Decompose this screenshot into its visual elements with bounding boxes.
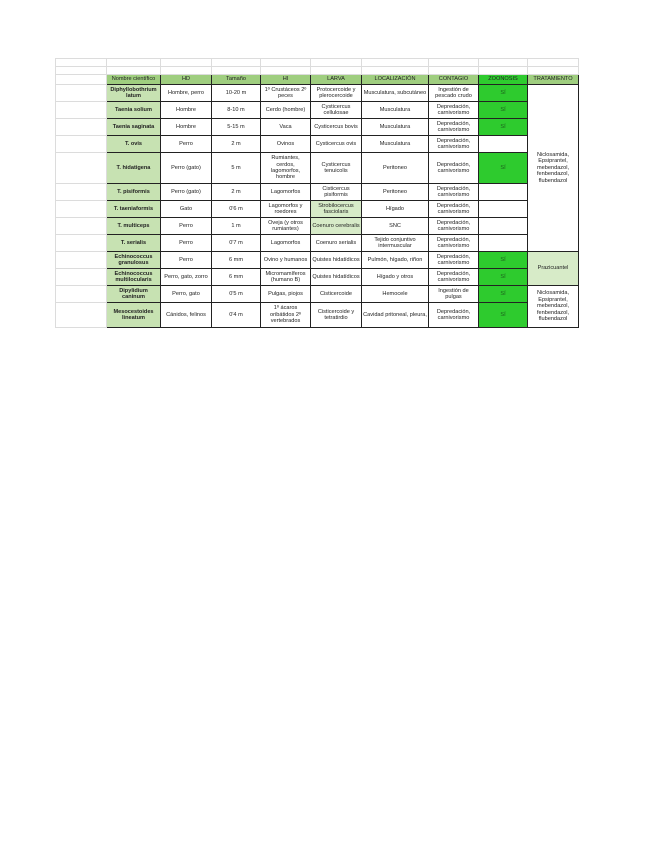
cell-name[interactable]: T. serialis bbox=[107, 235, 161, 252]
cell-hd[interactable]: Perro bbox=[161, 252, 212, 269]
cell-hi[interactable]: 1º ácaros oribátidos 2º vertebrados bbox=[261, 303, 311, 328]
empty-cell[interactable] bbox=[56, 252, 107, 269]
cell-hd[interactable]: Perro (gato) bbox=[161, 153, 212, 184]
empty-cell[interactable] bbox=[528, 59, 579, 67]
cell-name[interactable]: T. multiceps bbox=[107, 218, 161, 235]
cell-tamano[interactable]: 0'7 m bbox=[212, 235, 261, 252]
cell-hd[interactable]: Perro bbox=[161, 218, 212, 235]
empty-cell[interactable] bbox=[56, 153, 107, 184]
cell-localizacion[interactable]: Peritoneo bbox=[362, 153, 429, 184]
cell-contagio[interactable]: Depredación, carnivorismo bbox=[429, 235, 479, 252]
cell-localizacion[interactable]: Musculatura bbox=[362, 136, 429, 153]
empty-cell[interactable] bbox=[261, 67, 311, 75]
table-row bbox=[56, 303, 579, 328]
cell-hd[interactable]: Perro bbox=[161, 136, 212, 153]
cell-contagio[interactable]: Depredación, carnivorismo bbox=[429, 153, 479, 184]
cell-localizacion[interactable]: Hígado y otros bbox=[362, 269, 429, 286]
cell-hi[interactable]: Ovino y humanos bbox=[261, 252, 311, 269]
table-row bbox=[56, 85, 579, 102]
cell-larva[interactable]: Quistes hidatídicos bbox=[311, 269, 362, 286]
cell-hd[interactable]: Perro (gato) bbox=[161, 184, 212, 201]
cell-larva[interactable]: Cisticercoide bbox=[311, 286, 362, 303]
cell-zoonosis[interactable]: SÍ bbox=[479, 286, 528, 303]
header-tratamiento[interactable]: TRATAMIENTO bbox=[528, 75, 579, 85]
cell-tamano[interactable]: 6 mm bbox=[212, 269, 261, 286]
cell-tamano[interactable]: 6 mm bbox=[212, 252, 261, 269]
cell-contagio[interactable]: Depredación, carnivorismo bbox=[429, 201, 479, 218]
cell-zoonosis[interactable]: SÍ bbox=[479, 303, 528, 328]
empty-cell[interactable] bbox=[56, 67, 107, 75]
cell-localizacion[interactable]: Musculatura, subcutáneo bbox=[362, 85, 429, 102]
cell-name[interactable]: Echinococcus multilocularis bbox=[107, 269, 161, 286]
empty-cell[interactable] bbox=[161, 59, 212, 67]
empty-cell[interactable] bbox=[362, 67, 429, 75]
cell-hi[interactable]: Lagomorfos bbox=[261, 184, 311, 201]
cell-larva[interactable]: Strobilocercus fasciolaris bbox=[311, 201, 362, 218]
empty-cell[interactable] bbox=[528, 67, 579, 75]
cell-name[interactable]: T. taeniaformis bbox=[107, 201, 161, 218]
cell-hi[interactable]: Lagomorfos bbox=[261, 235, 311, 252]
cell-contagio[interactable]: Depredación, carnivorismo bbox=[429, 136, 479, 153]
table-row bbox=[56, 119, 579, 136]
empty-cell[interactable] bbox=[479, 59, 528, 67]
cell-larva[interactable]: Coenuro cerebralis bbox=[311, 218, 362, 235]
empty-cell[interactable] bbox=[429, 67, 479, 75]
cell-tamano[interactable]: 1 m bbox=[212, 218, 261, 235]
cell-contagio[interactable]: Depredación, carnivorismo bbox=[429, 184, 479, 201]
empty-cell[interactable] bbox=[107, 59, 161, 67]
empty-cell[interactable] bbox=[362, 59, 429, 67]
cell-tamano[interactable]: 0'5 m bbox=[212, 286, 261, 303]
cell-localizacion[interactable]: Tejido conjuntivo intermuscular bbox=[362, 235, 429, 252]
empty-cell[interactable] bbox=[161, 67, 212, 75]
cell-larva[interactable]: Cysticercus cellulosae bbox=[311, 102, 362, 119]
cell-zoonosis[interactable] bbox=[479, 201, 528, 218]
cell-tratamiento[interactable]: Niclosamida, Epsiprantel, mebendazol, fenbendazol, flubendazol bbox=[528, 85, 579, 252]
table-body bbox=[56, 85, 579, 328]
cell-zoonosis[interactable]: SÍ bbox=[479, 119, 528, 136]
spreadsheet-table bbox=[55, 58, 579, 328]
header-zoonosis[interactable]: ZOONOSIS bbox=[479, 75, 528, 85]
cell-hd[interactable]: Perro, gato, zorro bbox=[161, 269, 212, 286]
cell-contagio[interactable]: Depredación, carnivorismo bbox=[429, 102, 479, 119]
empty-cell[interactable] bbox=[56, 75, 107, 85]
table-row bbox=[56, 269, 579, 286]
cell-larva[interactable]: Cisticercus pisiformis bbox=[311, 184, 362, 201]
cell-tamano[interactable]: 0'4 m bbox=[212, 303, 261, 328]
cell-larva[interactable]: Cysticercus tenuicolis bbox=[311, 153, 362, 184]
header-localizacion[interactable]: LOCALIZACIÓN bbox=[362, 75, 429, 85]
cell-name[interactable]: Mesocestoides lineatum bbox=[107, 303, 161, 328]
cell-zoonosis[interactable] bbox=[479, 184, 528, 201]
table-row bbox=[56, 252, 579, 269]
table-row bbox=[56, 218, 579, 235]
empty-cell[interactable] bbox=[56, 235, 107, 252]
table-row bbox=[56, 184, 579, 201]
cell-localizacion[interactable]: Cavidad pritoneal, pleura, bbox=[362, 303, 429, 328]
cell-name[interactable]: Echinococcus granulosus bbox=[107, 252, 161, 269]
table-row bbox=[56, 153, 579, 184]
cell-zoonosis[interactable]: SÍ bbox=[479, 153, 528, 184]
empty-cell[interactable] bbox=[56, 184, 107, 201]
cell-localizacion[interactable]: Musculatura bbox=[362, 102, 429, 119]
cell-tamano[interactable]: 10-20 m bbox=[212, 85, 261, 102]
empty-cell[interactable] bbox=[56, 85, 107, 102]
empty-cell[interactable] bbox=[56, 59, 107, 67]
empty-cell[interactable] bbox=[56, 303, 107, 328]
cell-zoonosis[interactable] bbox=[479, 136, 528, 153]
empty-cell[interactable] bbox=[56, 102, 107, 119]
cell-contagio[interactable]: Ingestión de pescado crudo bbox=[429, 85, 479, 102]
cell-hi[interactable]: Oveja (y otros rumiantes) bbox=[261, 218, 311, 235]
cell-zoonosis[interactable] bbox=[479, 218, 528, 235]
table-row bbox=[56, 102, 579, 119]
cell-hd[interactable]: Perro bbox=[161, 235, 212, 252]
cell-hi[interactable]: 1º Crustáceos 2º peces bbox=[261, 85, 311, 102]
empty-cell[interactable] bbox=[311, 67, 362, 75]
cell-hd[interactable]: Hombre bbox=[161, 119, 212, 136]
cell-tamano[interactable]: 2 m bbox=[212, 136, 261, 153]
cell-contagio[interactable]: Ingestión de pulgas bbox=[429, 286, 479, 303]
cell-hd[interactable]: Cánidos, felinos bbox=[161, 303, 212, 328]
cell-contagio[interactable]: Depredación, carnivorismo bbox=[429, 252, 479, 269]
cell-tratamiento[interactable]: Niclosamida, Epsiprantel, mebendazol, fenbendazol, flubendazol bbox=[528, 286, 579, 328]
cell-name[interactable]: T. pisiformis bbox=[107, 184, 161, 201]
cell-hd[interactable]: Gato bbox=[161, 201, 212, 218]
cell-contagio[interactable]: Depredación, carnivorismo bbox=[429, 303, 479, 328]
cell-hi[interactable]: Vaca bbox=[261, 119, 311, 136]
empty-cell[interactable] bbox=[212, 59, 261, 67]
table-row bbox=[56, 136, 579, 153]
cell-zoonosis[interactable]: SÍ bbox=[479, 102, 528, 119]
cell-hi[interactable]: Cerdo (hombre) bbox=[261, 102, 311, 119]
empty-cell[interactable] bbox=[56, 218, 107, 235]
data-section bbox=[56, 75, 579, 85]
cell-zoonosis[interactable]: SÍ bbox=[479, 252, 528, 269]
header-hd[interactable]: HD bbox=[161, 75, 212, 85]
cell-larva[interactable]: Cisticercoide y tetratirdio bbox=[311, 303, 362, 328]
empty-cell[interactable] bbox=[311, 59, 362, 67]
cell-larva[interactable]: Protocercoide y plerocercoide bbox=[311, 85, 362, 102]
cell-localizacion[interactable]: Pulmón, hígado, riñon bbox=[362, 252, 429, 269]
cell-name[interactable]: T. hidatigena bbox=[107, 153, 161, 184]
cell-tamano[interactable]: 2 m bbox=[212, 184, 261, 201]
cell-name[interactable]: Taenia solium bbox=[107, 102, 161, 119]
cell-localizacion[interactable]: Peritoneo bbox=[362, 184, 429, 201]
cell-localizacion[interactable]: Hemocele bbox=[362, 286, 429, 303]
empty-cell[interactable] bbox=[56, 119, 107, 136]
cell-zoonosis[interactable]: SÍ bbox=[479, 269, 528, 286]
cell-larva[interactable]: Cysticercus bovis bbox=[311, 119, 362, 136]
empty-cell[interactable] bbox=[261, 59, 311, 67]
empty-cell[interactable] bbox=[56, 269, 107, 286]
cell-localizacion[interactable]: SNC bbox=[362, 218, 429, 235]
empty-cell[interactable] bbox=[212, 67, 261, 75]
table-row bbox=[56, 286, 579, 303]
cell-zoonosis[interactable] bbox=[479, 235, 528, 252]
empty-cell[interactable] bbox=[56, 136, 107, 153]
empty-cell[interactable] bbox=[56, 286, 107, 303]
cell-name[interactable]: Dipylidium caninum bbox=[107, 286, 161, 303]
table-row bbox=[56, 235, 579, 252]
cell-zoonosis[interactable]: SÍ bbox=[479, 85, 528, 102]
cell-tamano[interactable]: 8-10 m bbox=[212, 102, 261, 119]
header-tamano[interactable]: Tamaño bbox=[212, 75, 261, 85]
cell-contagio[interactable]: Depredación, carnivorismo bbox=[429, 119, 479, 136]
cell-tamano[interactable]: 5 m bbox=[212, 153, 261, 184]
cell-hi[interactable]: Micromamíferos (humano B) bbox=[261, 269, 311, 286]
cell-hi[interactable]: Ovinos bbox=[261, 136, 311, 153]
cell-hi[interactable]: Rumiantes, cerdos, lagomorfos, hombre bbox=[261, 153, 311, 184]
empty-cell[interactable] bbox=[479, 67, 528, 75]
empty-cell[interactable] bbox=[429, 59, 479, 67]
cell-localizacion[interactable]: Musculatura bbox=[362, 119, 429, 136]
header-row bbox=[56, 75, 579, 85]
cell-name[interactable]: Diphyllobothrium latum bbox=[107, 85, 161, 102]
empty-cell[interactable] bbox=[56, 201, 107, 218]
empty-cell[interactable] bbox=[107, 67, 161, 75]
cell-larva[interactable]: Coenuro serialis bbox=[311, 235, 362, 252]
cell-localizacion[interactable]: Hígado bbox=[362, 201, 429, 218]
cell-tratamiento[interactable]: Prazicuantel bbox=[528, 252, 579, 286]
cell-larva[interactable]: Quistes hidatídicos bbox=[311, 252, 362, 269]
cell-hi[interactable]: Pulgas, piojos bbox=[261, 286, 311, 303]
header-contagio[interactable]: CONTAGIO bbox=[429, 75, 479, 85]
table-row bbox=[56, 201, 579, 218]
header-larva[interactable]: LARVA bbox=[311, 75, 362, 85]
cell-name[interactable]: Taenia saginata bbox=[107, 119, 161, 136]
cell-tamano[interactable]: 5-15 m bbox=[212, 119, 261, 136]
cell-name[interactable]: T. ovis bbox=[107, 136, 161, 153]
cell-hd[interactable]: Hombre bbox=[161, 102, 212, 119]
header-hi[interactable]: HI bbox=[261, 75, 311, 85]
header-nombre[interactable]: Nombre científico bbox=[107, 75, 161, 85]
empty-row bbox=[56, 59, 579, 67]
cell-contagio[interactable]: Depredación, carnivorismo bbox=[429, 269, 479, 286]
cell-hd[interactable]: Perro, gato bbox=[161, 286, 212, 303]
cell-tamano[interactable]: 0'6 m bbox=[212, 201, 261, 218]
cell-contagio[interactable]: Depredación, carnivorismo bbox=[429, 218, 479, 235]
cell-hd[interactable]: Hombre, perro bbox=[161, 85, 212, 102]
cell-larva[interactable]: Cysticercus ovis bbox=[311, 136, 362, 153]
empty-row bbox=[56, 67, 579, 75]
cell-hi[interactable]: Lagomorfos y roedores bbox=[261, 201, 311, 218]
